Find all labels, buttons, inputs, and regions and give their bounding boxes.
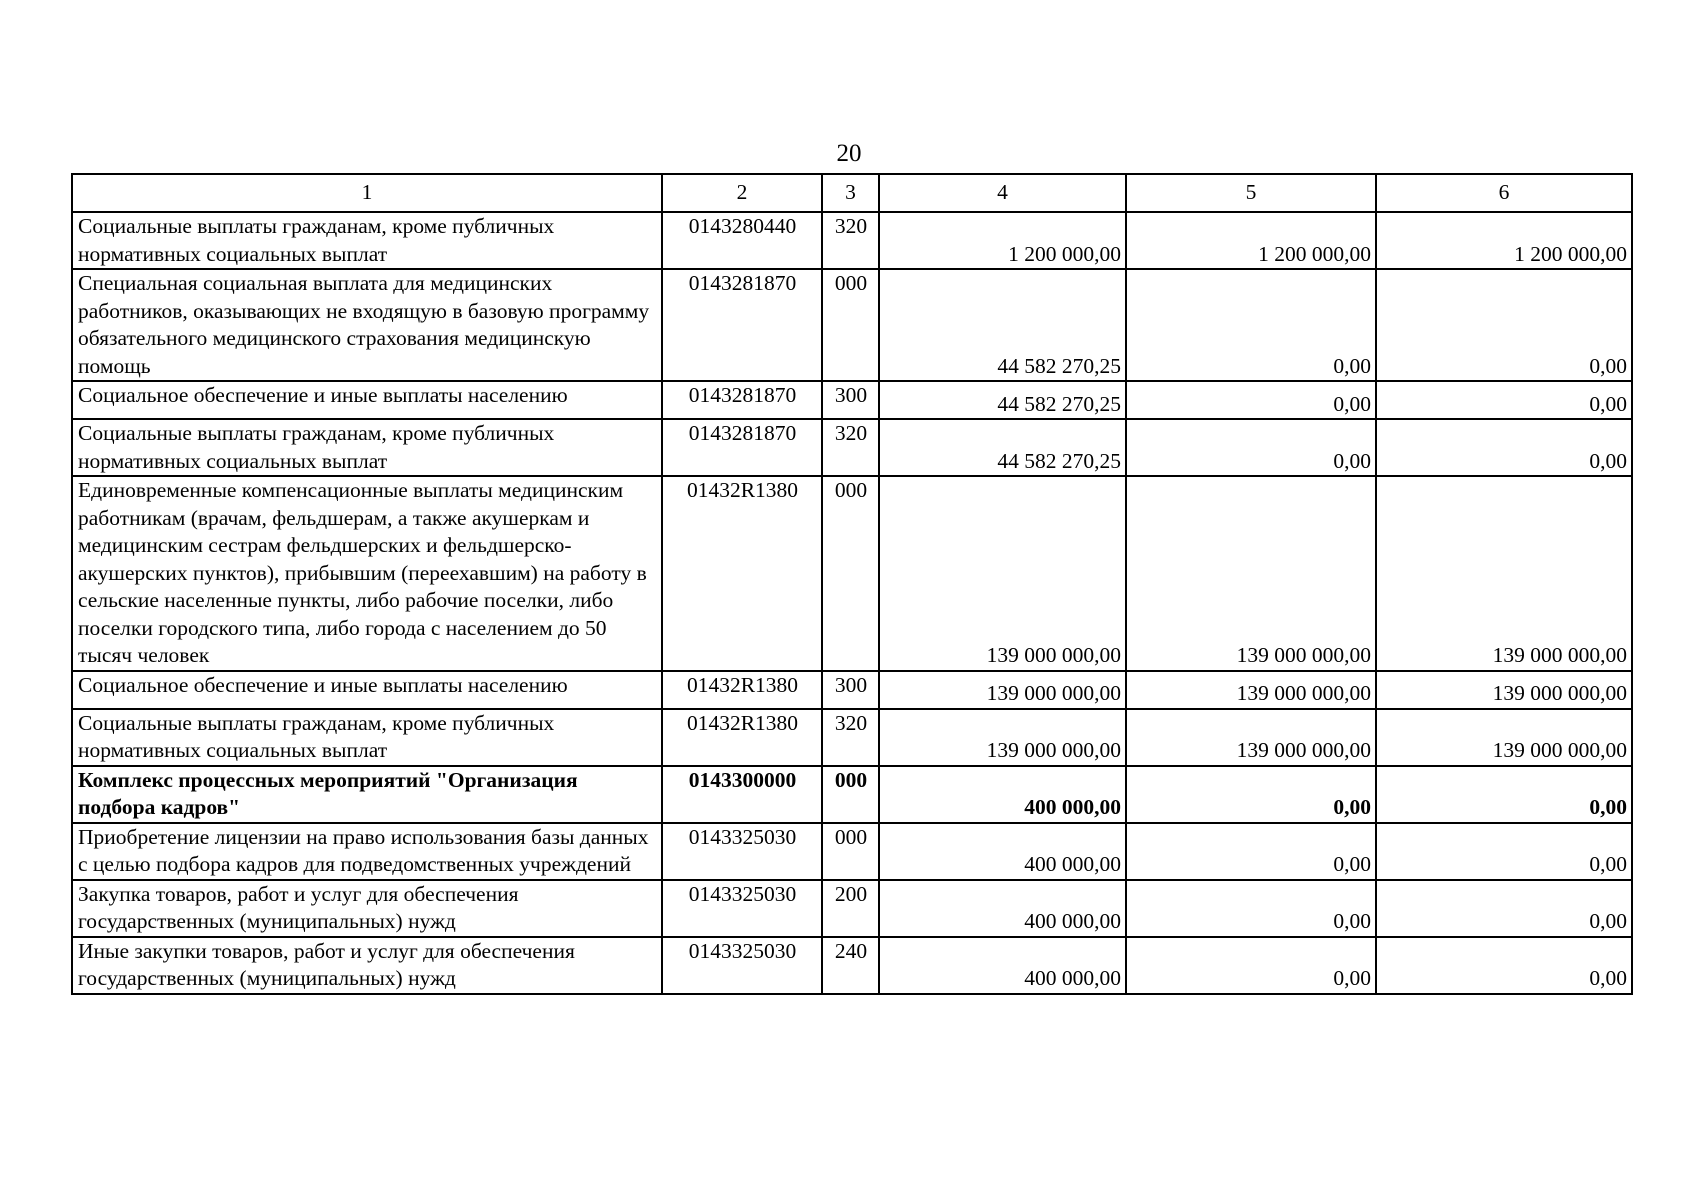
- row-code: 01432R1380: [662, 709, 822, 766]
- row-name: Социальные выплаты гражданам, кроме публичных нормативных социальных выплат: [72, 212, 662, 269]
- row-code: 0143281870: [662, 269, 822, 381]
- row-code: 0143300000: [662, 766, 822, 823]
- row-value-col5: 0,00: [1126, 937, 1376, 994]
- row-expense-type: 300: [822, 671, 879, 709]
- column-header-3: 3: [822, 174, 879, 212]
- row-expense-type: 000: [822, 476, 879, 671]
- row-value-col5: 0,00: [1126, 880, 1376, 937]
- row-name: Специальная социальная выплата для медицинских работников, оказывающих не входящую в базовую программу обязательного медицинского страхования медицинскую помощь: [72, 269, 662, 381]
- row-expense-type: 300: [822, 381, 879, 419]
- table-row: [72, 880, 1632, 937]
- table-row: [72, 671, 1632, 709]
- row-value-col6: 0,00: [1376, 381, 1632, 419]
- row-name: Комплекс процессных мероприятий "Организация подбора кадров": [72, 766, 662, 823]
- row-value-col4: 139 000 000,00: [879, 709, 1126, 766]
- row-expense-type: 000: [822, 766, 879, 823]
- row-code: 01432R1380: [662, 671, 822, 709]
- row-value-col6: 0,00: [1376, 937, 1632, 994]
- row-expense-type: 000: [822, 823, 879, 880]
- row-code: 0143281870: [662, 381, 822, 419]
- row-expense-type: 320: [822, 709, 879, 766]
- budget-table: [71, 173, 1633, 995]
- row-name: Закупка товаров, работ и услуг для обеспечения государственных (муниципальных) нужд: [72, 880, 662, 937]
- row-value-col6: 139 000 000,00: [1376, 709, 1632, 766]
- row-value-col4: 44 582 270,25: [879, 419, 1126, 476]
- header-row: [72, 174, 1632, 212]
- row-value-col4: 400 000,00: [879, 823, 1126, 880]
- row-code: 0143281870: [662, 419, 822, 476]
- row-value-col6: 139 000 000,00: [1376, 671, 1632, 709]
- row-value-col4: 44 582 270,25: [879, 269, 1126, 381]
- row-value-col6: 1 200 000,00: [1376, 212, 1632, 269]
- table-row: [72, 476, 1632, 671]
- row-value-col5: 139 000 000,00: [1126, 671, 1376, 709]
- column-header-6: 6: [1376, 174, 1632, 212]
- row-code: 0143280440: [662, 212, 822, 269]
- table-row: [72, 709, 1632, 766]
- row-code: 0143325030: [662, 880, 822, 937]
- row-value-col5: 0,00: [1126, 766, 1376, 823]
- row-value-col4: 400 000,00: [879, 880, 1126, 937]
- row-value-col4: 139 000 000,00: [879, 671, 1126, 709]
- table-row: [72, 823, 1632, 880]
- row-code: 0143325030: [662, 937, 822, 994]
- row-value-col6: 139 000 000,00: [1376, 476, 1632, 671]
- table-row: [72, 212, 1632, 269]
- row-name: Приобретение лицензии на право использования базы данных с целью подбора кадров для подведомственных учреждений: [72, 823, 662, 880]
- row-value-col5: 0,00: [1126, 269, 1376, 381]
- row-name: Иные закупки товаров, работ и услуг для обеспечения государственных (муниципальных) нужд: [72, 937, 662, 994]
- row-value-col4: 44 582 270,25: [879, 381, 1126, 419]
- row-expense-type: 320: [822, 419, 879, 476]
- row-value-col5: 0,00: [1126, 419, 1376, 476]
- row-value-col4: 400 000,00: [879, 766, 1126, 823]
- column-header-5: 5: [1126, 174, 1376, 212]
- table-row: [72, 419, 1632, 476]
- row-name: Социальные выплаты гражданам, кроме публичных нормативных социальных выплат: [72, 419, 662, 476]
- row-name: Единовременные компенсационные выплаты медицинским работникам (врачам, фельдшерам, а также акушеркам и медицинским сестрам фельдшерских и фельдшерско-акушерских пунктов), прибывшим (переехавшим) на работу в сельские населенные пункты, либо рабочие поселки, либо поселки городского типа, либо города с населением до 50 тысяч человек: [72, 476, 662, 671]
- column-header-2: 2: [662, 174, 822, 212]
- page-number: 20: [836, 140, 862, 167]
- column-header-4: 4: [879, 174, 1126, 212]
- row-value-col6: 0,00: [1376, 823, 1632, 880]
- row-value-col5: 139 000 000,00: [1126, 709, 1376, 766]
- row-value-col5: 0,00: [1126, 823, 1376, 880]
- row-name: Социальное обеспечение и иные выплаты населению: [72, 671, 662, 709]
- row-value-col6: 0,00: [1376, 419, 1632, 476]
- row-expense-type: 240: [822, 937, 879, 994]
- row-code: 0143325030: [662, 823, 822, 880]
- row-value-col4: 400 000,00: [879, 937, 1126, 994]
- row-value-col4: 139 000 000,00: [879, 476, 1126, 671]
- row-expense-type: 320: [822, 212, 879, 269]
- row-expense-type: 000: [822, 269, 879, 381]
- row-name: Социальные выплаты гражданам, кроме публичных нормативных социальных выплат: [72, 709, 662, 766]
- table-row: [72, 937, 1632, 994]
- row-code: 01432R1380: [662, 476, 822, 671]
- row-value-col6: 0,00: [1376, 766, 1632, 823]
- row-value-col5: 0,00: [1126, 381, 1376, 419]
- row-value-col6: 0,00: [1376, 880, 1632, 937]
- row-value-col5: 1 200 000,00: [1126, 212, 1376, 269]
- table-row-section: [72, 766, 1632, 823]
- table-row: [72, 269, 1632, 381]
- row-expense-type: 200: [822, 880, 879, 937]
- row-value-col6: 0,00: [1376, 269, 1632, 381]
- row-value-col5: 139 000 000,00: [1126, 476, 1376, 671]
- table-row: [72, 381, 1632, 419]
- row-value-col4: 1 200 000,00: [879, 212, 1126, 269]
- column-header-1: 1: [72, 174, 662, 212]
- row-name: Социальное обеспечение и иные выплаты населению: [72, 381, 662, 419]
